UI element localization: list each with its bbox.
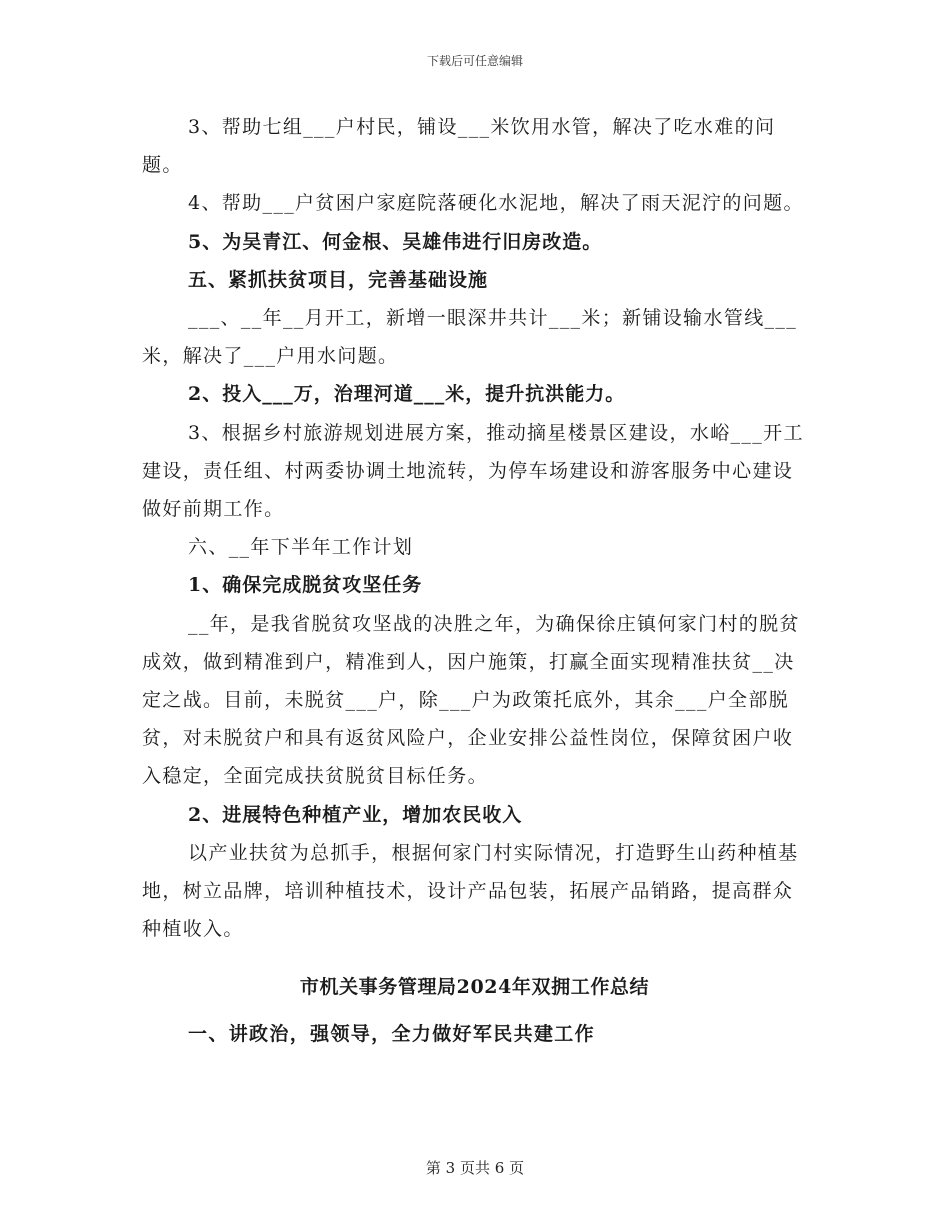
paragraph-help-group7: 3、帮助七组___户村民，铺设___米饮用水管，解决了吃水难的问题。 [142, 116, 776, 177]
paragraph-industry: 以产业扶贫为总抓手，根据何家门村实际情况，打造野生山药种植基地，树立品牌，培训种植技术，设计产品包装，拓展产品销路，提高群众种植收入。 [142, 841, 799, 941]
page-header: 下载后可任意编辑 [426, 54, 523, 68]
subheading-1: 1、确保完成脱贫攻坚任务 [188, 574, 423, 597]
paragraph-house-renovation: 5、为吴青江、何金根、吴雄伟进行旧房改造。 [188, 230, 603, 253]
paragraph-tourism: 3、根据乡村旅游规划进展方案，推动摘星楼景区建设，水峪___开工建设，责任组、村两委协调土地流转，为停车场建设和游客服务中心建设做好前期工作。 [142, 421, 804, 521]
section-heading-5: 五、紧抓扶贫项目，完善基础设施 [188, 268, 489, 291]
paragraph-help-courtyard: 4、帮助___户贫困户家庭院落硬化水泥地，解决了雨天泥泞的问题。 [188, 192, 804, 215]
section-heading-1: 一、讲政治，强领导，全力做好军民共建工作 [188, 1022, 596, 1045]
paragraph-poverty: __年，是我省脱贫攻坚战的决胜之年，为确保徐庄镇何家门村的脱贫成效，做到精准到户，精准到人，因户施策，打赢全面实现精准扶贫__决定之战。目前，未脱贫___户，除___户为政策托底外，其余___户全部脱贫，对未脱贫户和具有返贫风险户，企业安排公益性岗位，保障贫困户收入稳定，全面完成扶贫脱贫目标任务。 [142, 612, 800, 788]
page-footer: 第 3 页共 6 页 [425, 1159, 525, 1177]
paragraph-river: 2、投入___万，治理河道___米，提升抗洪能力。 [188, 383, 626, 406]
paragraph-well: ___、__年__月开工，新增一眼深井共计___米；新铺设输水管线___米，解决了___户用水问题。 [142, 307, 798, 368]
subheading-2: 2、进展特色种植产业，增加农民收入 [188, 803, 523, 826]
document-title: 市机关事务管理局2024年双拥工作总结 [299, 976, 650, 999]
section-heading-6: 六、__年下半年工作计划 [188, 536, 414, 559]
document-body [142, 108, 807, 1053]
